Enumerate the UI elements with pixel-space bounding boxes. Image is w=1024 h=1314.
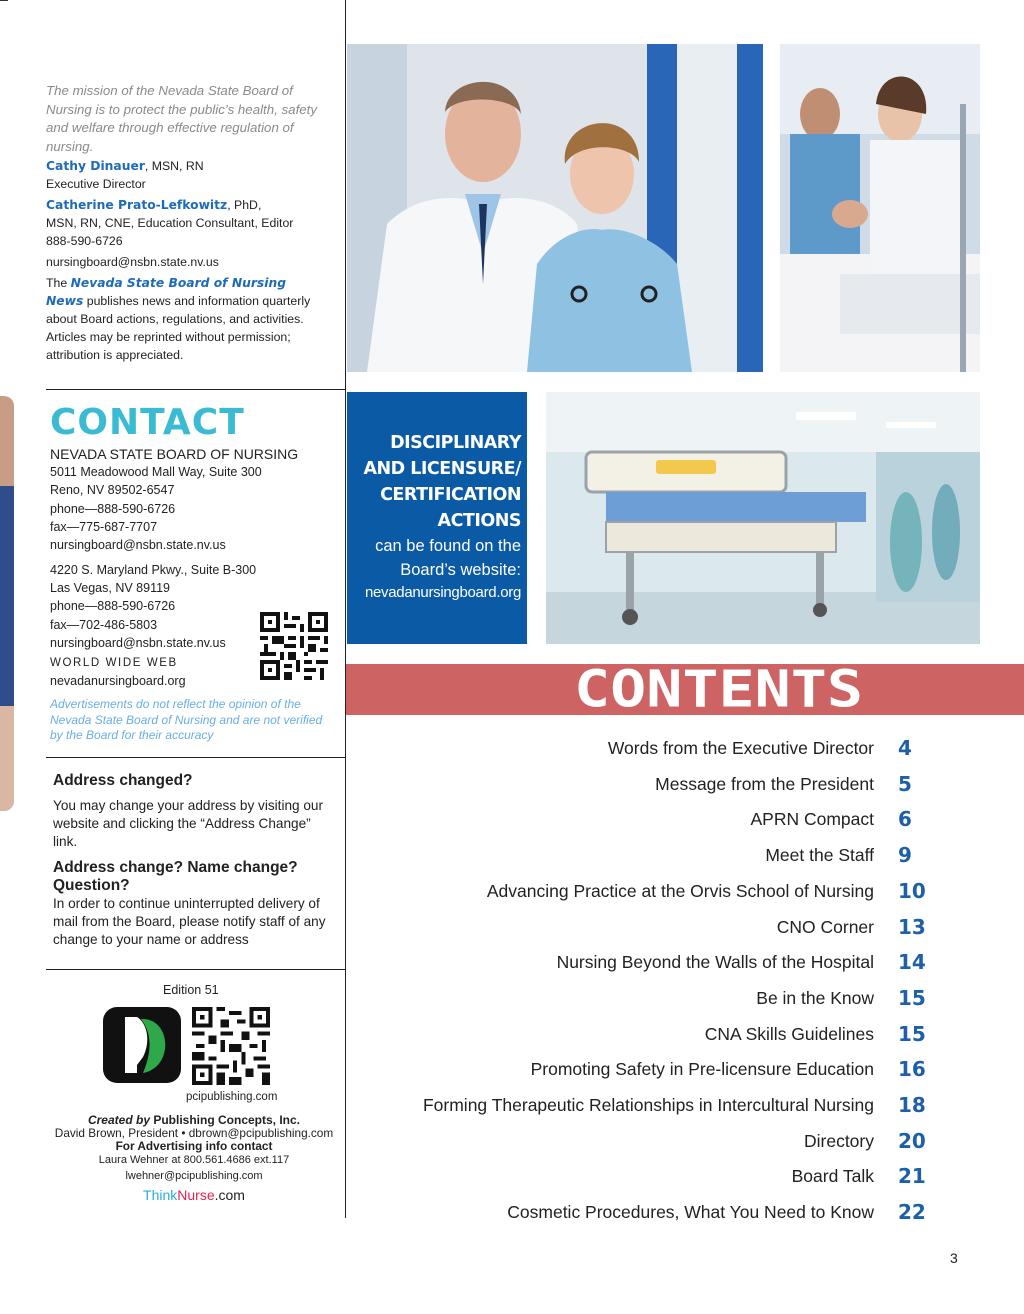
toc-page-number: 20 [898,1128,926,1153]
toc-row[interactable] [380,1054,940,1084]
address-text-1: You may change your address by visiting our website and clicking the “Address Change” link. [53,798,324,849]
nurse-text: Nurse [177,1187,215,1203]
masthead-staff [46,157,321,364]
column-divider [345,0,346,1218]
toc-title: APRN Compact [750,809,874,830]
editor-phone: 888-590-6726 [46,234,123,248]
vegas-address-1: 4220 S. Maryland Pkwy., Suite B-300 [50,563,257,577]
www-label: WORLD WIDE WEB [50,657,178,670]
mission-statement: The mission of the Nevada State Board of Nursing is to protect the public’s health, safety and welfare through effective regulation of nursing. [46,83,318,154]
editor-name: Catherine Prato-Lefkowitz [46,198,228,212]
contact-heading: CONTACT [50,402,245,443]
toc-row[interactable] [380,804,940,834]
disciplinary-title-1: DISCIPLINARY [390,433,521,453]
toc-row[interactable] [380,947,940,977]
page-number: 3 [950,1250,958,1266]
think-text: Think [143,1187,178,1203]
editor-creds-2: MSN, RN, CNE, Education Consultant, Editor [46,216,294,230]
toc-page-number: 4 [898,736,912,760]
photo-doctors [347,44,763,372]
publisher-company: Publishing Concepts, Inc. [150,1113,301,1127]
toc-page-number: 15 [898,985,926,1010]
toc-page-number: 16 [898,1057,926,1082]
toc-row[interactable] [380,1126,940,1156]
cropped-photo-edge [0,396,14,811]
disciplinary-url[interactable]: nevadanursingboard.org [364,584,521,601]
toc-title: Message from the President [655,773,874,794]
reno-address-1: 5011 Meadowood Mall Way, Suite 300 [50,465,262,480]
corner-mark [0,0,8,1]
disciplinary-title-3: CERTIFICATION [380,485,521,505]
reno-address-2: Reno, NV 89502-6547 [50,483,175,498]
address-text-2: In order to continue uninterrupted delivery of mail from the Board, please notify staff of any change to your name or address [53,896,326,947]
vegas-email[interactable]: nursingboard@nsbn.state.nv.us [50,635,226,650]
toc-row[interactable] [380,1090,940,1120]
toc-title: Words from the Executive Director [607,738,874,758]
toc-row[interactable] [380,769,940,799]
toc-page-number: 14 [898,950,926,975]
address-change-notice [53,772,338,949]
contact-org: NEVADA STATE BOARD OF NURSING [50,446,299,462]
toc-title: Nursing Beyond the Walls of the Hospital [556,952,874,973]
advertising-contact: Laura Wehner at 800.561.4686 ext.117 [98,1154,290,1166]
toc-row[interactable] [380,983,940,1013]
newsletter-name: Nevada State Board of Nursing News [46,276,287,308]
edition-label: Edition 51 [163,983,219,997]
toc-page-number: 5 [898,771,912,796]
toc-page-number: 22 [898,1200,926,1225]
toc-title: Be in the Know [756,987,874,1008]
toc-title: Cosmetic Procedures, What You Need to Know [507,1202,874,1223]
thinknurse-link[interactable] [46,1187,342,1203]
reno-fax: fax—775-687-7707 [50,519,158,534]
address-heading-1: Address changed? [53,772,193,789]
advertising-email[interactable]: lwehner@pcipublishing.com [125,1170,263,1182]
news-prefix: The [46,276,71,290]
vegas-address-2: Las Vegas, NV 89119 [50,581,170,596]
section-rule [46,757,346,758]
editor-creds: , PhD, [227,198,262,212]
toc-page-number: 15 [898,1021,926,1046]
disciplinary-sub-2: Board’s website: [400,561,521,579]
com-text: .com [214,1187,245,1203]
contact-reno [50,445,320,554]
toc-row[interactable] [380,912,940,942]
disciplinary-title-4: ACTIONS [437,511,521,531]
reno-email[interactable]: nursingboard@nsbn.state.nv.us [50,538,226,553]
section-rule [46,969,346,970]
toc-page-number: 6 [898,807,912,832]
toc-page-number: 10 [898,878,926,903]
disciplinary-callout [347,392,527,644]
publisher-url[interactable]: pcipublishing.com [186,1091,278,1103]
disciplinary-sub-1: can be found on the [375,537,521,555]
toc-title: Meet the Staff [765,845,874,866]
contact-qr-code [260,612,328,680]
toc-title: CNO Corner [776,916,874,937]
toc-title: CNA Skills Guidelines [704,1023,874,1044]
toc-title: Board Talk [791,1166,874,1187]
director-creds: , MSN, RN [144,159,204,173]
contents-heading: CONTENTS [574,659,863,720]
toc-title: Forming Therapeutic Relationships in Intercultural Nursing [422,1095,874,1115]
toc-row[interactable] [380,1197,940,1227]
publisher-credits [46,1114,342,1185]
section-rule [46,389,346,390]
photo-hospital-bed [546,392,980,644]
toc-row[interactable] [380,876,940,906]
advertising-heading: For Advertising info contact [115,1139,273,1153]
vegas-fax: fax—702-486-5803 [50,617,158,632]
director-title: Executive Director [46,177,146,191]
address-heading-2: Address change? Name change? Question? [53,859,298,894]
publisher-president: David Brown, President • dbrown@pcipublishing.com [54,1126,334,1140]
director-name: Cathy Dinauer [46,159,145,173]
photo-care-team [780,44,980,372]
disciplinary-text [351,430,521,604]
toc-row[interactable] [380,1161,940,1191]
created-by-label: Created by [87,1113,150,1127]
toc-row[interactable] [380,840,940,870]
toc-page-number: 13 [898,914,926,939]
toc-page-number: 18 [898,1093,926,1117]
ad-disclaimer: Advertisements do not reflect the opinion of the Nevada State Board of Nursing and are not verified by the Board for their accuracy [50,697,323,742]
editor-email: nursingboard@nsbn.state.nv.us [46,255,219,269]
toc-row[interactable] [380,733,940,763]
publisher-logo [103,1007,181,1083]
publisher-qr-code [192,1007,270,1085]
vegas-phone: phone—888-590-6726 [50,599,176,614]
toc-title: Directory [803,1130,874,1151]
reno-phone: phone—888-590-6726 [50,501,176,516]
news-body: publishes news and information quarterly about Board actions, regulations, and activities. Articles may be reprinted without permission; attribution is appreciated. [46,294,311,362]
toc-page-number: 9 [898,843,912,868]
website-link[interactable]: nevadanursingboard.org [50,674,186,689]
disciplinary-title-2: AND LICENSURE/ [363,459,521,479]
toc-row[interactable] [380,1019,940,1049]
toc-title: Promoting Safety in Pre-licensure Education [530,1059,874,1080]
toc-title: Advancing Practice at the Orvis School of Nursing [486,880,874,901]
toc-page-number: 21 [898,1164,926,1189]
